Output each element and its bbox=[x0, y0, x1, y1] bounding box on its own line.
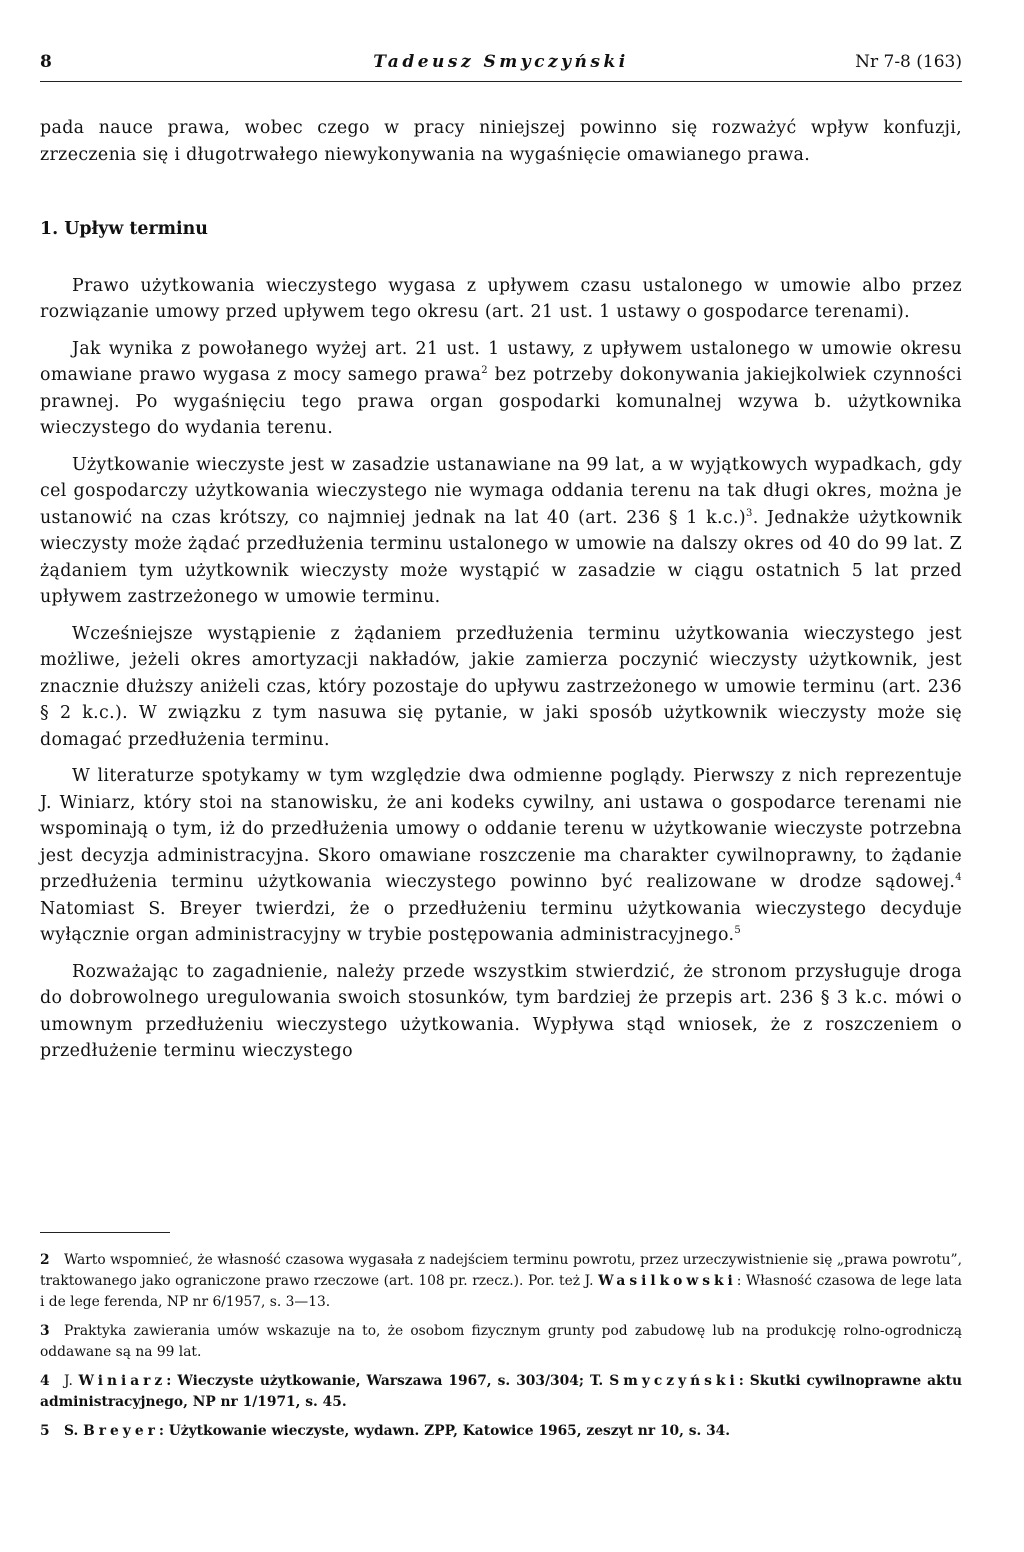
footnote-author: Breyer bbox=[83, 1423, 159, 1439]
footnote-ref-4: 4 bbox=[955, 872, 962, 884]
footnote-text: S. bbox=[64, 1423, 84, 1439]
paragraph-5 bbox=[40, 763, 962, 949]
footnote-2 bbox=[40, 1250, 962, 1313]
paragraph-5-text-b: Natomiast S. Breyer twierdzi, że o przedłużeniu terminu użytkowania wieczystego decyduje wyłącznie organ administracyjny w trybie postępowania administracyjnego. bbox=[40, 898, 962, 945]
paragraph-1: Prawo użytkowania wieczystego wygasa z upływem czasu ustalonego w umowie albo przez rozwiązanie umowy przed upływem tego okresu (art. 21 ust. 1 ustawy o gospodarce terenami). bbox=[40, 275, 962, 322]
footnote-author: Wasilkowski bbox=[598, 1273, 737, 1289]
footnote-3 bbox=[40, 1321, 962, 1363]
footnote-text: Praktyka zawierania umów wskazuje na to, że osobom fizycznym grunty pod zabudowę lub na produkcję rolno-ogrodniczą oddawane są na 99 lat. bbox=[40, 1323, 962, 1360]
intro-paragraph: pada nauce prawa, wobec czego w pracy niniejszej powinno się rozważyć wpływ konfuzji, zrzeczenia się i długotrwałego niewykonywania na wygaśnięcie omawianego prawa. bbox=[40, 118, 962, 165]
paragraph-5-text-a: W literaturze spotykamy w tym względzie dwa odmienne poglądy. Pierwszy z nich reprezentuje J. Winiarz, który stoi na stanowisku, że ani kodeks cywilny, ani ustawa o gospodarce terenami nie wspominają o tym, iż do przedłużenia umowy o oddanie terenu w użytkowanie wieczyste potrzebna jest decyzja administracyjna. Skoro omawiane roszczenie ma charakter cywilnoprawny, to żądanie przedłużenia terminu użytkowania wieczystego powinno być realizowane w drodze sądowej. bbox=[40, 766, 962, 892]
footnote-text: : Skutki cywilnoprawne aktu administracyjnego, NP nr 1/1971, s. 45. bbox=[40, 1373, 963, 1410]
paragraph-2-text-b: bez potrzeby dokonywania jakiejkolwiek czynności prawnej. Po wygaśnięciu tego prawa organ gospodarki komunalnej wzywa b. użytkownika wieczystego do wydania terenu. bbox=[40, 365, 962, 438]
paragraph-4: Wcześniejsze wystąpienie z żądaniem przedłużenia terminu użytkowania wieczystego jest możliwe, jeżeli okres amortyzacji nakładów, jakie zamierza poczynić wieczysty użytkownik, jest znacznie dłuższy aniżeli czas, który pozostaje do upływu zastrzeżonego w umowie terminu (art. 236 § 2 k.c.). W związku z tym nasuwa się pytanie, w jaki sposób użytkownik wieczysty może się domagać przedłużenia terminu. bbox=[40, 623, 962, 750]
footnote-number: 4 bbox=[40, 1373, 50, 1389]
page-number: 8 bbox=[40, 52, 52, 72]
footnote-rule bbox=[40, 1232, 170, 1233]
footnote-text: J. bbox=[64, 1373, 79, 1389]
section-heading: 1. Upływ terminu bbox=[40, 219, 208, 239]
footnote-text: : Wieczyste użytkowanie, Warszawa 1967, s. 303/304; T. bbox=[166, 1373, 610, 1389]
footnote-text: Warto wspomnieć, że własność czasowa wygasała z nadejściem terminu powrotu, przez urzeczywistnienie się „prawa powrotu”, traktowanego jako ograniczone prawo rzeczowe (art. 108 pr. rzecz.). Por. też J. bbox=[40, 1252, 962, 1289]
footnote-4 bbox=[40, 1371, 962, 1413]
article-body bbox=[40, 115, 962, 1065]
paragraph-3-text-a: Użytkowanie wieczyste jest w zasadzie ustanawiane na 99 lat, a w wyjątkowych wypadkach, gdy cel gospodarczy użytkowania wieczystego nie wymaga oddania terenu na tak długi okres, można je ustanowić na czas krótszy, co najmniej jednak na lat 40 (art. 236 § 1 k.c.) bbox=[40, 454, 962, 528]
footnote-number: 2 bbox=[40, 1252, 50, 1268]
footnote-text: : Użytkowanie wieczyste, wydawn. ZPP, Katowice 1965, zeszyt nr 10, s. 34. bbox=[158, 1423, 731, 1439]
footnote-number: 5 bbox=[40, 1423, 50, 1439]
paragraph-2 bbox=[40, 336, 962, 442]
footnote-author: Smyczyński bbox=[609, 1373, 739, 1389]
footnote-5 bbox=[40, 1421, 962, 1442]
paragraph-6: Rozważając to zagadnienie, należy przede wszystkim stwierdzić, że stronom przysługuje droga do dobrowolnego uregulowania swoich stosunków, tym bardziej że przepis art. 236 § 3 k.c. mówi o umownym przedłużeniu wieczystego użytkowania. Wypływa stąd wniosek, że z roszczeniem o przedłużenie terminu wieczystego bbox=[40, 961, 962, 1061]
footnote-ref-3: 3 bbox=[746, 507, 753, 519]
page-header bbox=[40, 52, 962, 80]
issue-number: Nr 7-8 (163) bbox=[855, 52, 962, 72]
footnote-text: : Własność czasowa de lege lata i de lege ferenda, NP nr 6/1957, s. 3—13. bbox=[40, 1273, 962, 1310]
paragraph-2-text-a: Jak wynika z powołanego wyżej art. 21 ust. 1 ustawy, z upływem ustalonego w umowie okresu omawiane prawo wygasa z mocy samego prawa bbox=[40, 338, 962, 385]
header-rule bbox=[40, 81, 962, 82]
running-title: Tadeusz Smyczyński bbox=[373, 52, 629, 72]
paragraph-3-text-b: . Jednakże użytkownik wieczysty może żądać przedłużenia terminu ustalonego w umowie na dalszy okres od 40 do 99 lat. Z żądaniem tym użytkownik wieczysty może wystąpić w zasadzie w ciągu ostatnich 5 lat przed upływem zastrzeżonego w umowie terminu. bbox=[40, 507, 962, 607]
footnotes bbox=[40, 1250, 962, 1450]
footnote-number: 3 bbox=[40, 1323, 50, 1339]
footnote-ref-2: 2 bbox=[481, 365, 488, 377]
footnote-author: Winiarz bbox=[78, 1373, 167, 1389]
paragraph-3 bbox=[40, 452, 962, 611]
footnote-ref-5: 5 bbox=[734, 925, 742, 937]
